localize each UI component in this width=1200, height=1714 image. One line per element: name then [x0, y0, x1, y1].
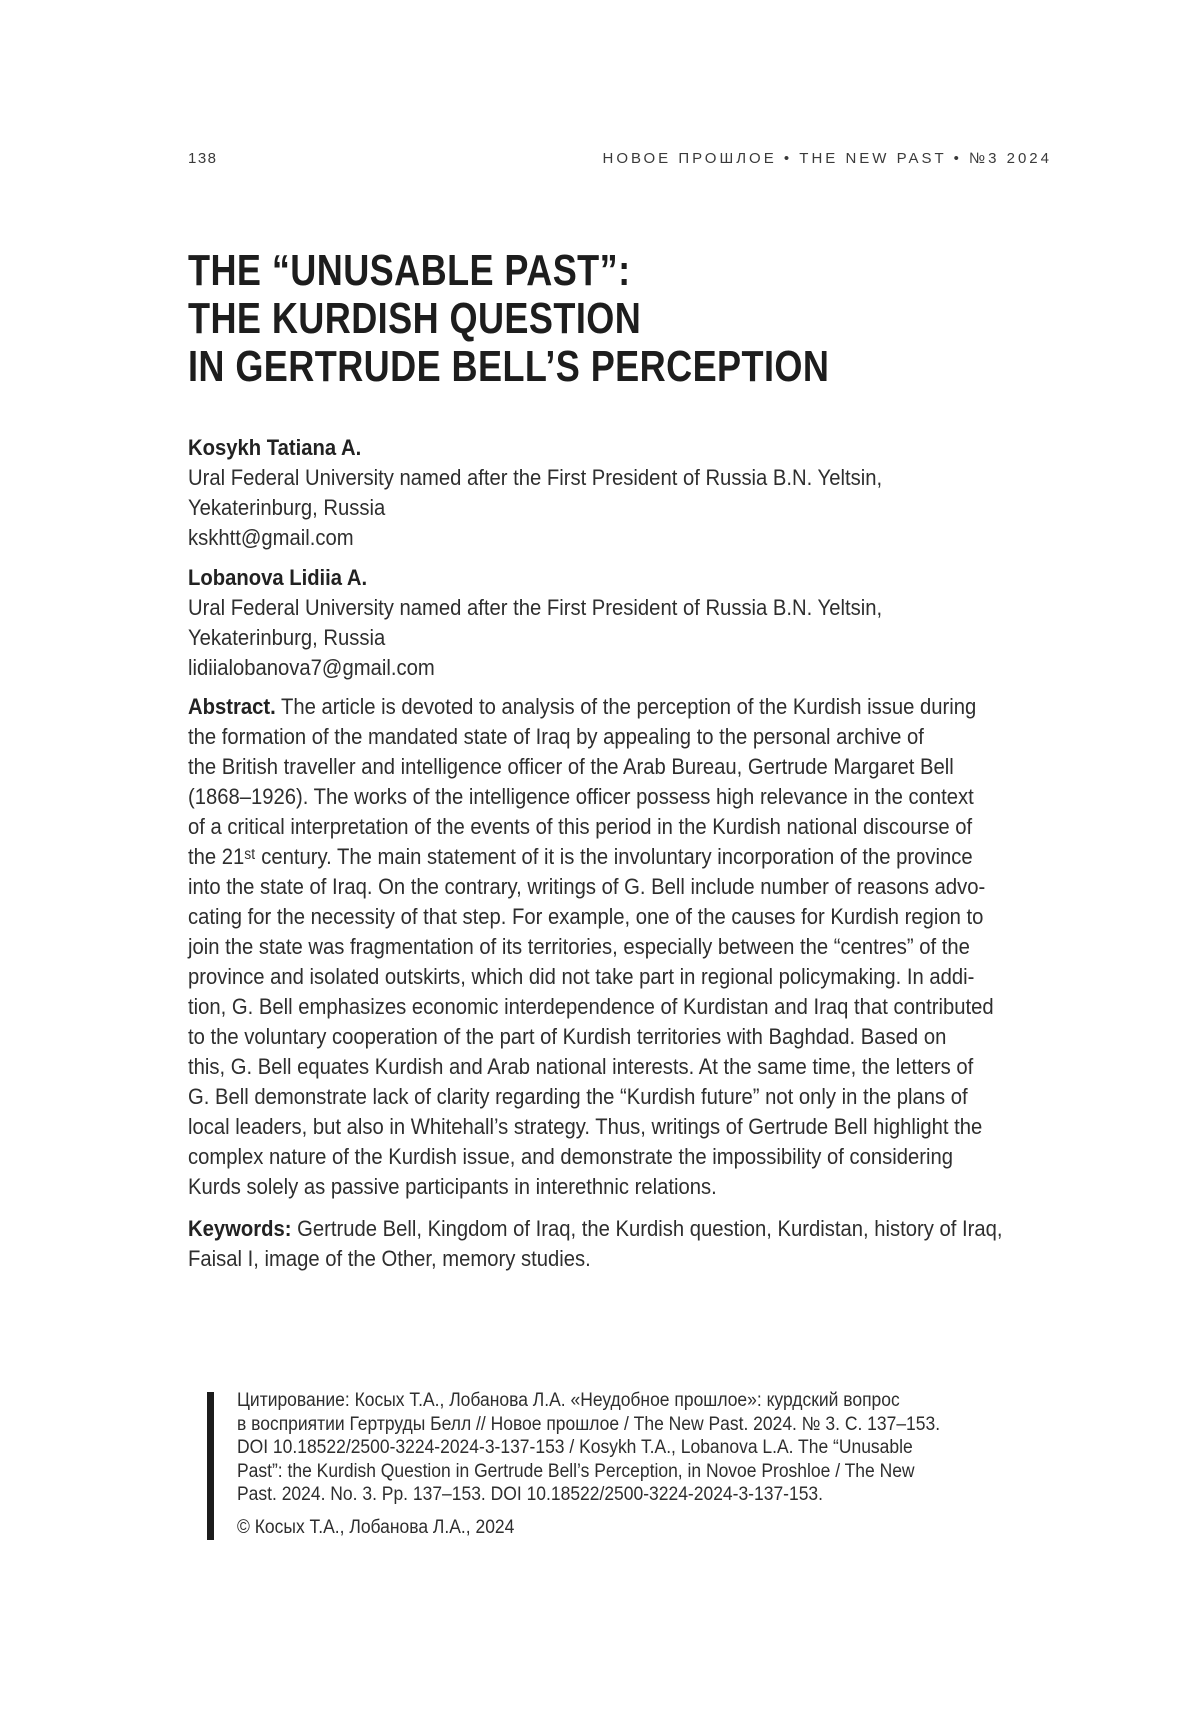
author-email: kskhtt@gmail.com [188, 525, 354, 550]
article-title: THE “UNUSABLE PAST”: THE KURDISH QUESTION IN GERTRUDE BELL’S PERCEPTION [188, 246, 830, 392]
author-affiliation: Ural Federal University named after the First President of Russia B.N. Yeltsin, Yekaterinburg, Russia [188, 465, 883, 520]
author-name: Lobanova Lidiia A. [188, 565, 368, 590]
author-block [188, 433, 1053, 553]
citation-text: Цитирование: Косых Т.А., Лобанова Л.А. «Неудобное прошлое»: курдский вопрос в восприятии Гертруды Белл // Новое прошлое / The New Past. 2024. № 3. С. 137–153. DOI 10.18522/2500-3224-2024-3-137-153 / Kosykh T.A., Lobanova L.A. The “Unusable Past”: the Kurdish Question in Gertrude Bell’s Perception, in Novoe Proshloe / The New Past. 2024. No. 3. Pp. 137–153. DOI 10.18522/2500-3224-2024-3-137-153. [237, 1390, 941, 1505]
authors-section [188, 433, 1053, 683]
page-number: 138 [188, 150, 218, 167]
abstract-text: The article is devoted to analysis of the perception of the Kurdish issue during the formation of the mandated state of Iraq by appealing to the personal archive of the British traveller and intelligence officer of the Arab Bureau, Gertrude Margaret Bell (1868–1926). The works of the intelligence officer possess high relevance in the context of a critical interpretation of the events of this period in the Kurdish national discourse of the 21ˢᵗ century. The main statement of it is the involuntary incorporation of the province into the state of Iraq. On the contrary, writings of G. Bell include number of reasons advo- cating for the necessity of that step. For example, one of the causes for Kurdish region to join the state was fragmentation of its territories, especially between the “centres” of the province and isolated outskirts, which did not take part in regional policymaking. In addi- tion, G. Bell emphasizes economic interdependence of Kurdistan and Iraq that contributed to the voluntary cooperation of the part of Kurdish territories with Baghdad. Based on this, G. Bell equates Kurdish and Arab national interests. At the same time, the letters of G. Bell demonstrate lack of clarity regarding the “Kurdish future” not only in the plans of local leaders, but also in Whitehall’s strategy. Thus, writings of Gertrude Bell highlight the complex nature of the Kurdish issue, and demonstrate the impossibility of considering Kurds solely as passive participants in interethnic relations. [188, 694, 994, 1199]
author-email: lidiialobanova7@gmail.com [188, 655, 435, 680]
running-head [188, 150, 1052, 167]
citation-block [237, 1389, 1047, 1539]
citation-rule-bar [207, 1392, 214, 1540]
keywords-text: Gertrude Bell, Kingdom of Iraq, the Kurdish question, Kurdistan, history of Iraq, Faisal I, image of the Other, memory studies. [188, 1216, 1003, 1271]
keywords-label: Keywords: [188, 1216, 292, 1241]
abstract-label: Abstract. [188, 694, 276, 719]
journal-header: НОВОЕ ПРОШЛОЕ • THE NEW PAST • №3 2024 [602, 150, 1052, 167]
author-block [188, 563, 1053, 683]
abstract-paragraph [188, 692, 1062, 1202]
author-affiliation: Ural Federal University named after the First President of Russia B.N. Yeltsin, Yekaterinburg, Russia [188, 595, 883, 650]
keywords-paragraph [188, 1214, 1062, 1274]
copyright-line: © Косых Т.А., Лобанова Л.А., 2024 [237, 1516, 515, 1538]
author-name: Kosykh Tatiana A. [188, 435, 362, 460]
